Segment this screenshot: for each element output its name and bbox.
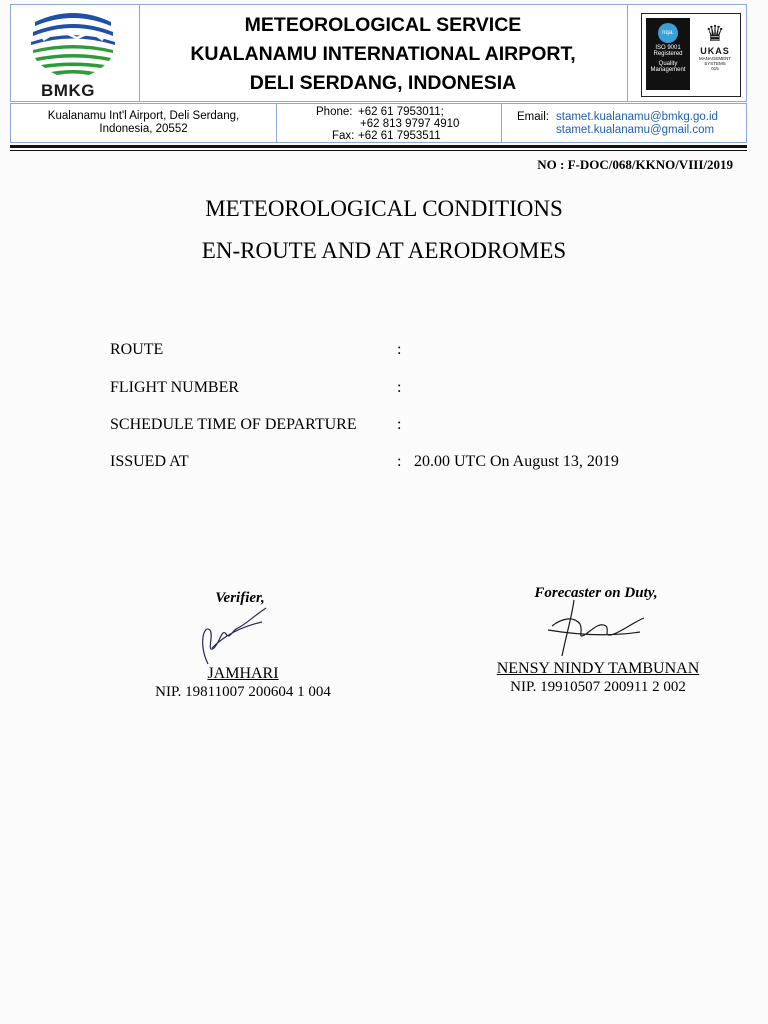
document-number: NO : F-DOC/068/KKNO/VIII/2019 [537,157,733,172]
field-colon: : [397,379,402,396]
address-line: Kualanamu Int'l Airport, Deli Serdang, [47,110,240,122]
field-colon: : [397,341,402,358]
field-label-issued-at: ISSUED AT [110,453,189,470]
verifier-signature-icon [196,604,276,668]
verifier-nip: NIP. 19811007 200604 1 004 [155,684,331,700]
institution-title [140,5,626,101]
email [502,104,746,142]
phone-number-2: +62 813 9797 4910 [360,118,460,130]
phone-fax [278,104,502,142]
field-label-route: ROUTE [110,341,164,358]
field-colon: : [397,453,402,470]
logo-cell [11,5,140,101]
forecaster-name: NENSY NINDY TAMBUNAN [496,660,700,677]
document-title: METEOROLOGICAL CONDITIONS [205,196,563,221]
email-link-2[interactable]: stamet.kualanamu@gmail.com [556,124,715,136]
quality-label: Quality Management [650,61,686,73]
crown-icon: ♛ [705,21,725,46]
forecaster-nip: NIP. 19910507 200911 2 002 [510,679,686,695]
ukas-label: UKAS [700,46,730,56]
nqa-iso-badge [646,18,690,90]
letterhead [10,4,747,145]
institution-title-line: KUALANAMU INTERNATIONAL AIRPORT, [190,43,576,65]
forecaster-role: Forecaster on Duty, [534,585,658,601]
letterhead-top [10,4,747,102]
certification-badge [641,13,741,97]
fax-label: Fax: [332,130,355,142]
email-link[interactable]: stamet.kualanamu@bmkg.go.id [556,111,718,123]
field-label-flight-number: FLIGHT NUMBER [110,379,240,396]
field-label-departure-time: SCHEDULE TIME OF DEPARTURE [110,416,357,433]
verifier-role: Verifier, [215,590,265,606]
field-colon: : [397,416,402,433]
institution-title-line: METEOROLOGICAL SERVICE [244,14,522,36]
ukas-sub-label: MANAGEMENT SYSTEMS [698,56,732,66]
registered-label: Registered [653,51,683,57]
institution-title-line: DELI SERDANG, INDONESIA [249,72,517,94]
contact-bar [10,103,747,143]
bmkg-logo-icon [29,10,117,82]
nqa-logo-icon: nqa. [658,23,678,43]
field-value-issued-at: 20.00 UTC On August 13, 2019 [414,453,619,470]
iso-label: ISO 9001 [655,45,681,51]
ukas-badge [694,18,736,90]
header-rule-thin [10,150,747,151]
fax-number: +62 61 7953511 [358,130,441,142]
logo-text: BMKG [41,81,95,100]
header-rule [10,145,747,148]
document-subtitle: EN-ROUTE AND AT AERODROMES [201,238,567,263]
ukas-code: 015 [711,66,719,71]
address-line: Indonesia, 20552 [99,123,188,135]
email-label: Email: [517,111,549,123]
address [11,104,277,142]
verifier-name: JAMHARI [207,665,279,682]
certification-cell [627,5,747,101]
phone-label: Phone: [316,106,353,118]
forecaster-signature-icon [544,596,654,660]
phone-number: +62 61 7953011; [358,106,444,118]
